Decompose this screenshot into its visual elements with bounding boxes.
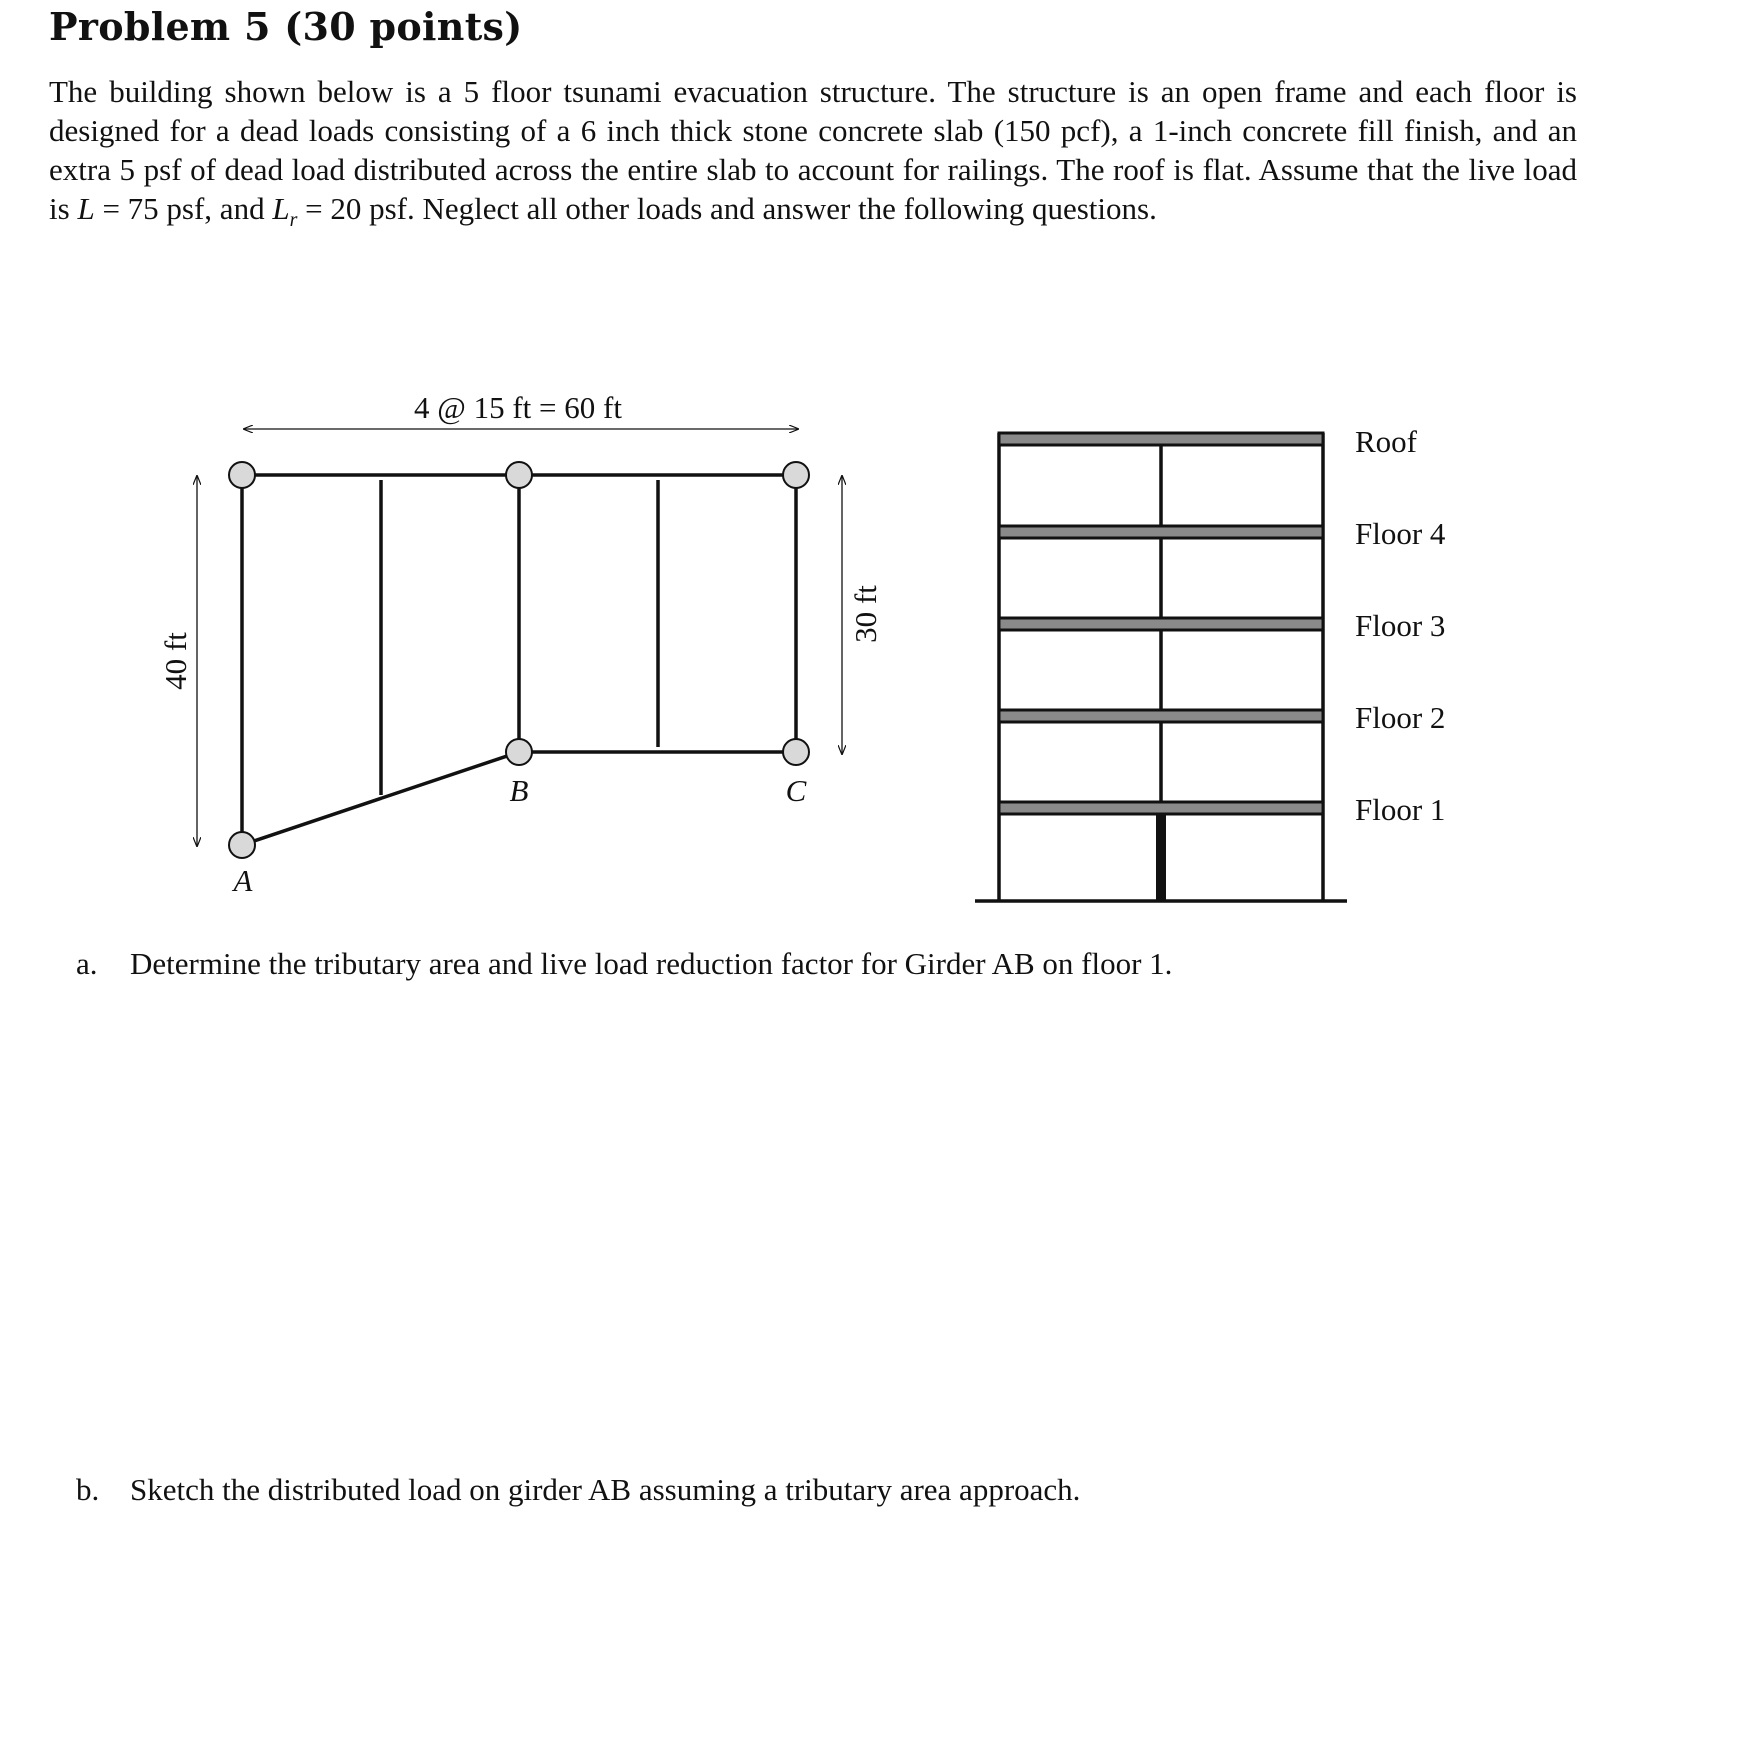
question-b <box>76 1470 1080 1509</box>
slab-floor-2 <box>999 710 1323 722</box>
slab-floor-4 <box>999 526 1323 538</box>
live-load-value: = 75 psf, and <box>94 191 273 226</box>
slab-roof <box>999 433 1323 445</box>
question-text: Sketch the distributed load on girder AB assuming a tributary area approach. <box>130 1472 1081 1507</box>
node-label-b: B <box>509 773 529 808</box>
level-label-floor-3: Floor 3 <box>1355 608 1446 643</box>
node-label-c: C <box>785 773 807 808</box>
roof-live-load-subscript: r <box>289 209 298 232</box>
level-label-roof: Roof <box>1355 424 1417 459</box>
question-a <box>76 944 1172 983</box>
column-node <box>506 462 532 488</box>
floor-plan <box>158 390 883 898</box>
column-node <box>229 462 255 488</box>
slab-floor-1 <box>999 802 1323 814</box>
column-node-c <box>783 739 809 765</box>
left-height-label: 40 ft <box>158 632 193 690</box>
problem-title: Problem 5 (30 points) <box>49 4 523 49</box>
span-dimension-label: 4 @ 15 ft = 60 ft <box>414 390 622 425</box>
level-label-floor-1: Floor 1 <box>1355 792 1446 827</box>
building-elevation <box>975 424 1446 901</box>
level-label-floor-4: Floor 4 <box>1355 516 1446 551</box>
live-load-symbol: L <box>77 191 95 226</box>
roof-live-load-symbol: L <box>272 191 290 226</box>
column-node-b <box>506 739 532 765</box>
question-label: a. <box>76 946 98 981</box>
right-height-label: 30 ft <box>848 585 883 643</box>
node-label-a: A <box>233 863 253 898</box>
level-label-floor-2: Floor 2 <box>1355 700 1446 735</box>
statement-text: The building shown below is a 5 floor tsunami evacuation structure. The structure is an open frame and each floor is designed for a dead loads consisting of a 6 inch thick stone concrete slab (150 pcf), a 1-inch concrete fill finish, and an extra 5 psf of dead load distributed across the entire slab to account for railings. The roof is flat. Assume that the live load is <box>49 74 1577 226</box>
question-label: b. <box>76 1472 100 1507</box>
column-node <box>783 462 809 488</box>
roof-live-load-value: = 20 psf. Neglect all other loads and answer the following questions. <box>297 191 1157 226</box>
column-node-a <box>229 832 255 858</box>
question-text: Determine the tributary area and live load reduction factor for Girder AB on floor 1. <box>130 946 1173 981</box>
slab-floor-3 <box>999 618 1323 630</box>
